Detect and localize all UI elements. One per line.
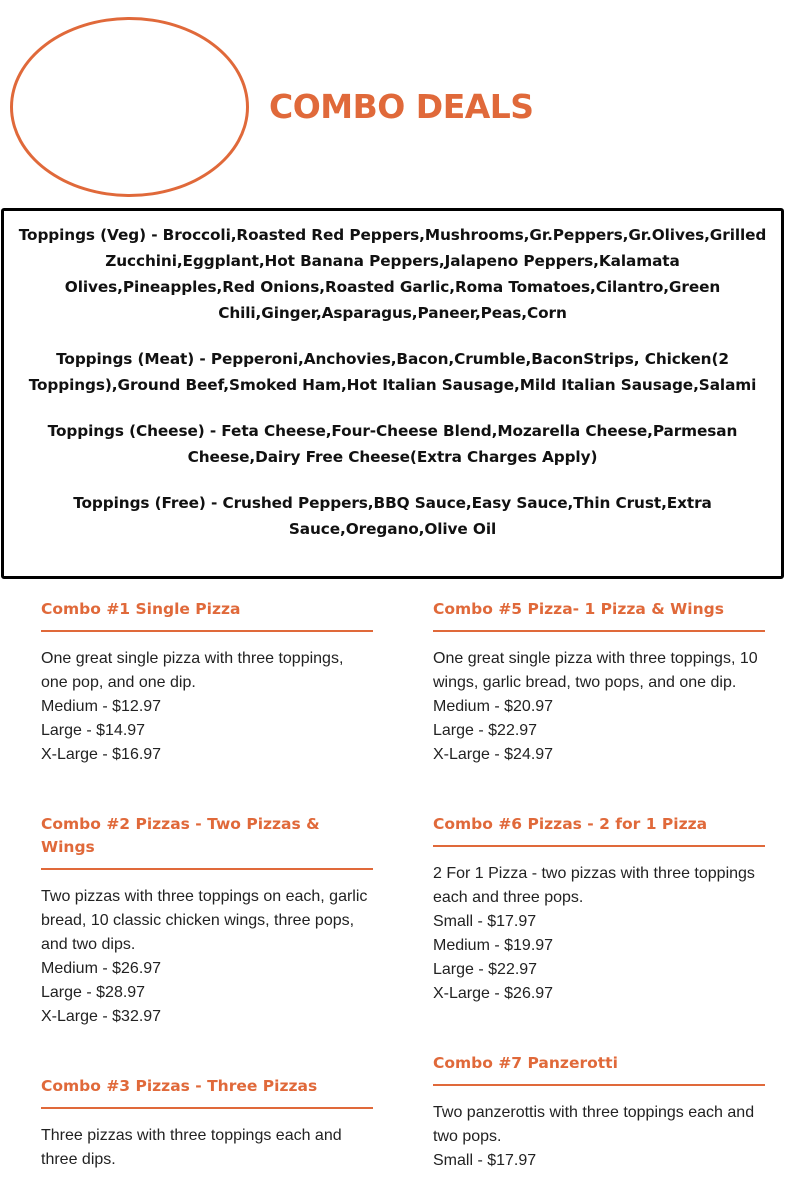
combo-price: X-Large - $26.97 [433,985,554,1002]
combo-description: Two panzerottis with three toppings each and two pops. [433,1104,755,1145]
toppings-free: Toppings (Free) - Crushed Peppers,BBQ Sauce,Easy Sauce,Thin Crust,Extra Sauce,Oregano,Olive Oil [73,494,712,538]
combo-card-3 [41,1075,373,1172]
combo-price: X-Large - $24.97 [433,746,554,763]
combo-price: Small - $17.97 [433,1152,537,1169]
combo-title: Combo #1 Single Pizza [41,598,373,632]
combo-description: 2 For 1 Pizza - two pizzas with three toppings each and three pops. [433,865,755,906]
toppings-meat: Toppings (Meat) - Pepperoni,Anchovies,Bacon,Crumble,BaconStrips, Chicken(2 Toppings),Ground Beef,Smoked Ham,Hot Italian Sausage,Mild Italian Sausage,Salami [28,350,757,394]
combo-description: Two pizzas with three toppings on each, garlic bread, 10 classic chicken wings, three pops, and two dips. [41,888,368,953]
combo-title: Combo #2 Pizzas - Two Pizzas & Wings [41,813,373,870]
combo-price: Large - $14.97 [41,722,146,739]
combo-description: Three pizzas with three toppings each and three dips. [41,1127,342,1168]
combo-price: Medium - $26.97 [41,960,162,977]
combo-card-5 [433,598,765,767]
combo-column-right [433,598,765,1184]
combo-title: Combo #3 Pizzas - Three Pizzas [41,1075,373,1109]
combo-card-7 [433,1052,765,1173]
combo-card-6 [433,813,765,1006]
header [0,0,785,205]
combo-price: X-Large - $32.97 [41,1008,162,1025]
page-title: COMBO DEALS [269,87,534,126]
combo-title: Combo #6 Pizzas - 2 for 1 Pizza [433,813,765,847]
combo-price: Large - $28.97 [41,984,146,1001]
toppings-cheese: Toppings (Cheese) - Feta Cheese,Four-Cheese Blend,Mozarella Cheese,Parmesan Cheese,Dairy Free Cheese(Extra Charges Apply) [47,422,738,466]
combo-price: Large - $22.97 [433,961,538,978]
combo-price: Medium - $12.97 [41,698,162,715]
combo-column-left [41,598,373,1184]
toppings-box [1,208,784,579]
combo-price: Small - $17.97 [433,913,537,930]
combo-price: Large - $22.97 [433,722,538,739]
combo-card-1 [41,598,373,767]
logo-oval [10,17,249,197]
combo-price: Medium - $19.97 [433,937,554,954]
combo-card-2 [41,813,373,1029]
combo-description: One great single pizza with three toppings, one pop, and one dip. [41,650,344,691]
combo-title: Combo #7 Panzerotti [433,1052,765,1086]
combo-price: X-Large - $16.97 [41,746,162,763]
combo-description: One great single pizza with three toppings, 10 wings, garlic bread, two pops, and one dip. [433,650,758,691]
combo-price: Medium - $20.97 [433,698,554,715]
toppings-veg: Toppings (Veg) - Broccoli,Roasted Red Peppers,Mushrooms,Gr.Peppers,Gr.Olives,Grilled Zucchini,Eggplant,Hot Banana Peppers,Jalapeno Peppers,Kalamata Olives,Pineapples,Red Onions,Roasted Garlic,Roma Tomatoes,Cilantro,Green Chili,Ginger,Asparagus,Paneer,Peas,Corn [18,226,767,322]
combo-title: Combo #5 Pizza- 1 Pizza & Wings [433,598,765,632]
